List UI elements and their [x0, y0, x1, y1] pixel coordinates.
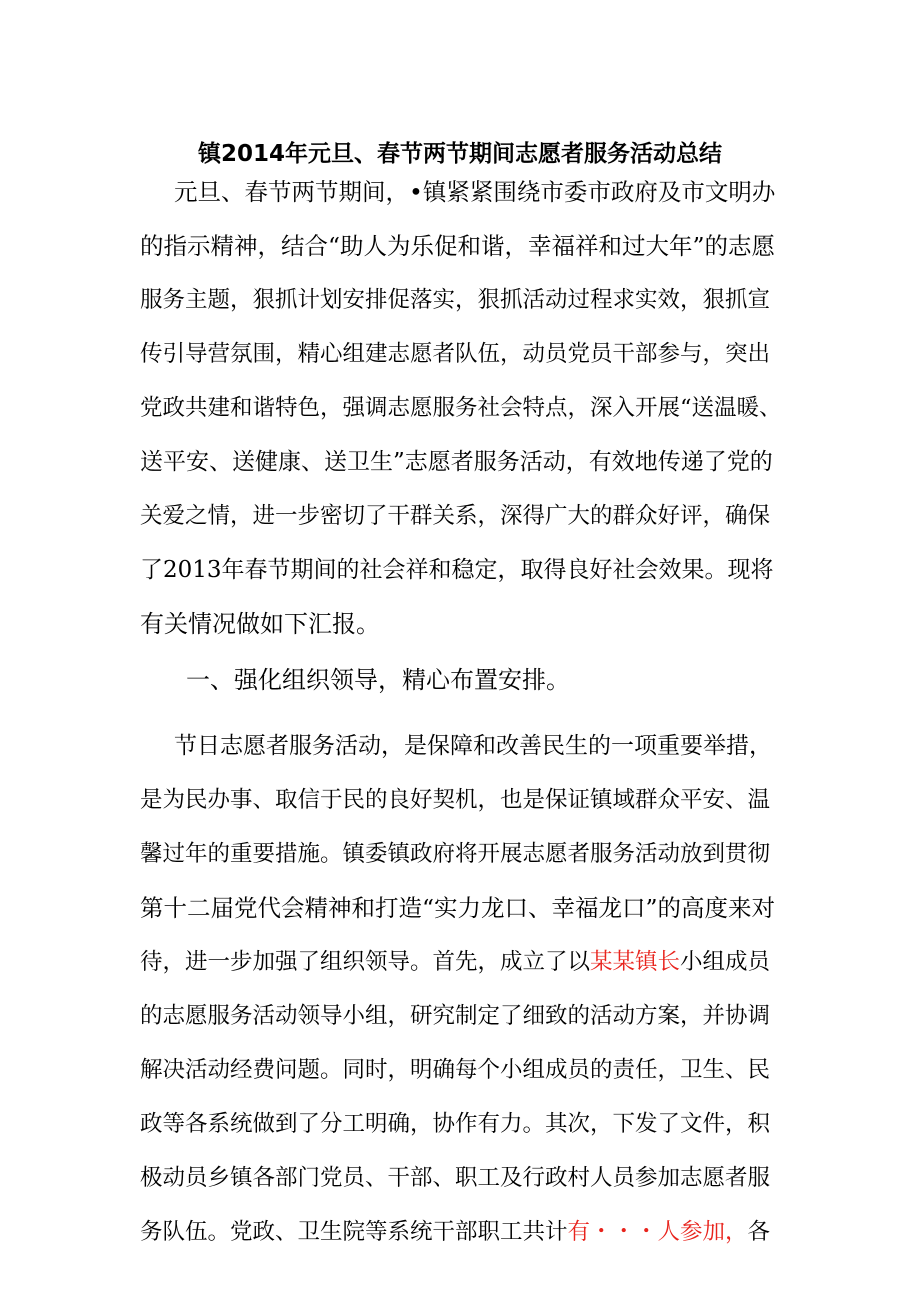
intro-line-4: 传引导营氛围，精心组建志愿者队伍，动员党员干部参与，突出 — [140, 341, 771, 367]
last-line-text: 务队伍。党政、卫生院等系统干部职工共计 — [140, 1219, 568, 1245]
section-line-5 — [140, 947, 770, 977]
participants-highlight: 有・・・人参加， — [567, 1219, 748, 1245]
section-line-1: 节日志愿者服务活动，是保障和改善民生的一项重要举措， — [174, 733, 772, 759]
intro-line-7: 关爱之情，进一步密切了干群关系，深得广大的群众好评，确保 — [140, 503, 771, 529]
intro-line-8: 了2013年春节期间的社会祥和稳定，取得良好社会效果。现将 — [140, 557, 774, 583]
section-heading: 一、强化组织领导，精心布置安排。 — [186, 666, 570, 694]
intro-line-2: 的指示精神，结合“助人为乐促和谐，幸福祥和过大年”的志愿 — [140, 232, 776, 260]
intro-line-3: 服务主题，狠抓计划安排促落实，狠抓活动过程求实效，狠抓宣 — [140, 287, 771, 313]
last-line-tail: 各 — [747, 1219, 771, 1245]
intro-line-5: 党政共建和谐特色，强调志愿服务社会特点，深入开展“送温暖、 — [140, 395, 782, 421]
intro-line-6: 送平安、送健康、送卫生”志愿者服务活动，有效地传递了党的 — [140, 449, 773, 475]
leader-line-text: 待，进一步加强了组织领导。首先，成立了以 — [140, 949, 591, 975]
section-line-10 — [140, 1217, 770, 1247]
section-line-2: 是为民办事、取信于民的良好契机，也是保证镇域群众平安、温 — [140, 787, 771, 813]
section-line-4: 第十二届党代会精神和打造“实力龙口、幸福龙口”的高度来对 — [140, 894, 776, 922]
intro-line-1: 元旦、春节两节期间，•镇紧紧围绕市委市政府及市文明办 — [174, 178, 776, 206]
leader-line-tail: 小组成员 — [680, 949, 771, 975]
section-line-7: 解决活动经费问题。同时，明确每个小组成员的责任，卫生、民 — [140, 1057, 771, 1083]
section-line-9: 极动员乡镇各部门党员、干部、职工及行政村人员参加志愿者服 — [140, 1165, 771, 1191]
section-line-6: 的志愿服务活动领导小组，研究制定了细致的活动方案，并协调 — [140, 1003, 771, 1029]
document-title: 镇2014年元旦、春节两节期间志愿者服务活动总结 — [197, 141, 722, 167]
section-line-3: 馨过年的重要措施。镇委镇政府将开展志愿者服务活动放到贯彻 — [140, 841, 771, 867]
section-line-8: 政等各系统做到了分工明确，协作有力。其次，下发了文件，积 — [140, 1111, 771, 1137]
intro-line-9: 有关情况做如下汇报。 — [140, 610, 380, 638]
leader-name-highlight: 某某镇长 — [590, 949, 681, 975]
